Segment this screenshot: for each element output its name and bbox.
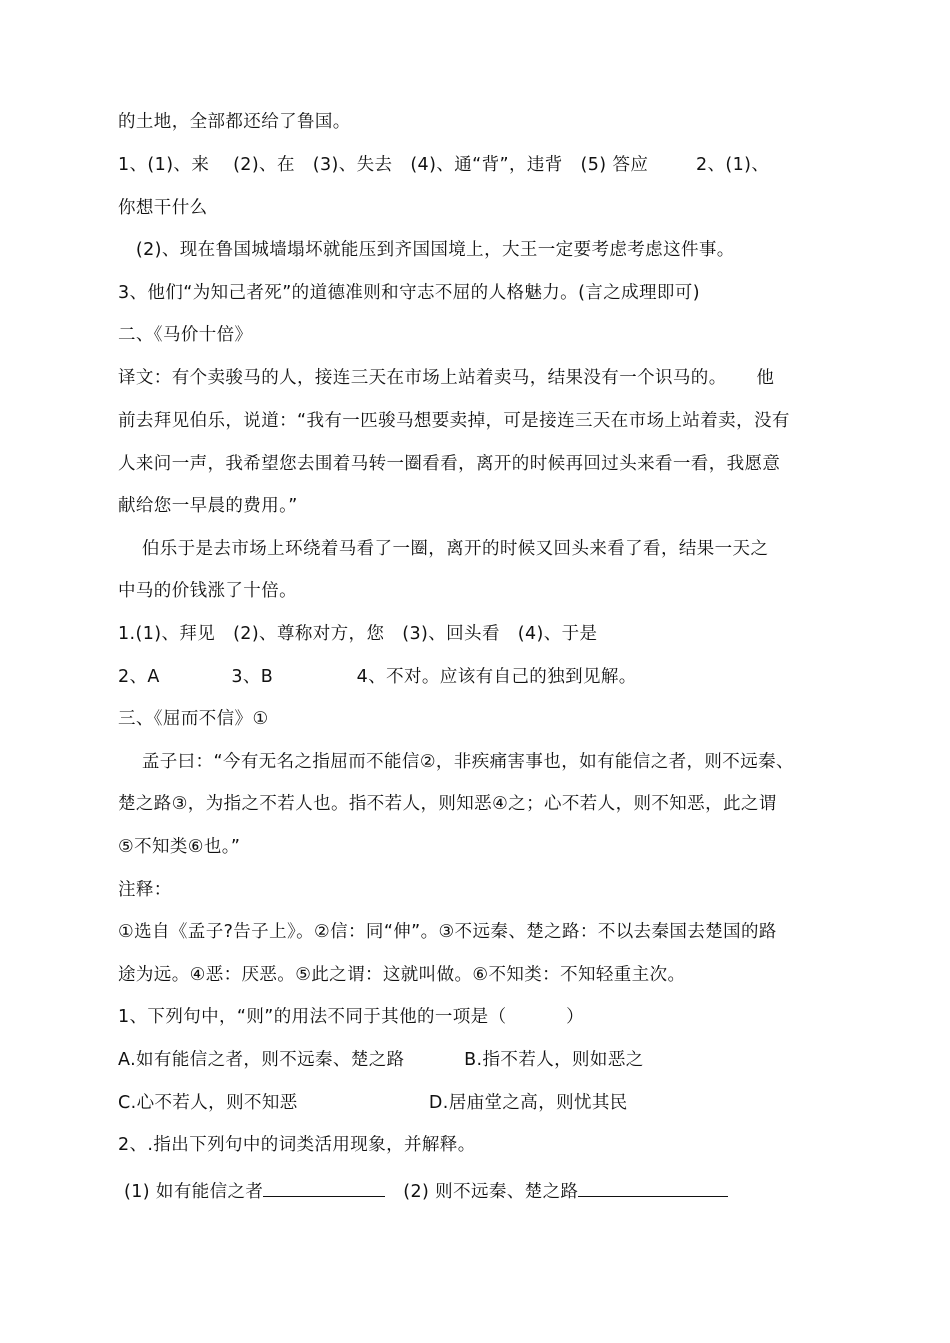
- text-line: 献给您一早晨的费用。”: [118, 496, 298, 516]
- text-line: 注释：: [118, 880, 172, 900]
- text-line: 1、(1)、来 (2)、在 (3)、失去 (4)、通“背”，违背 (5) 答应 2、(1)、: [118, 155, 770, 175]
- text-line: 途为远。④恶：厌恶。⑤此之谓：这就叫做。⑥不知类：不知轻重主次。: [118, 965, 686, 985]
- option-line: A.如有能信之者，则不远秦、楚之路 B.指不若人，则如恶之: [118, 1050, 644, 1070]
- question-line: 1、下列句中，“则”的用法不同于其他的一项是（ ）: [118, 1007, 584, 1027]
- option-line: C.心不若人，则不知恶 D.居庙堂之高，则忧其民: [118, 1093, 628, 1113]
- text-line: 孟子曰：“今有无名之指屈而不能信②，非疾痛害事也，如有能信之者，则不远秦、: [118, 752, 794, 772]
- question-line: 2、.指出下列句中的词类活用现象，并解释。: [118, 1135, 476, 1155]
- text-line: (2)、现在鲁国城墙塌坏就能压到齐国国境上，大王一定要考虑考虑这件事。: [118, 240, 735, 260]
- q2-part1: (1) 如有能信之者: [118, 1182, 264, 1202]
- text-line: 伯乐于是去市场上环绕着马看了一圈，离开的时候又回头来看了看，结果一天之: [118, 539, 769, 559]
- text-line: 人来问一声，我希望您去围着马转一圈看看，离开的时候再回过头来看一看，我愿意: [118, 454, 781, 474]
- text-line: ⑤不知类⑥也。”: [118, 837, 241, 857]
- answer-blank-1[interactable]: [263, 1176, 385, 1197]
- text-line: ①选自《孟子?告子上》。②信：同“伸”。③不远秦、楚之路：不以去秦国去楚国的路: [118, 922, 777, 942]
- answer-line: [118, 1176, 728, 1204]
- section-heading: 三、《屈而不信》①: [118, 709, 269, 729]
- q2-part2: (2) 则不远秦、楚之路: [385, 1182, 579, 1202]
- text-line: 你想干什么: [118, 198, 208, 218]
- answer-blank-2[interactable]: [578, 1176, 728, 1197]
- text-line: 3、他们“为知己者死”的道德准则和守志不屈的人格魅力。(言之成理即可): [118, 283, 700, 303]
- text-line: 楚之路③，为指之不若人也。指不若人，则知恶④之；心不若人，则不知恶，此之谓: [118, 794, 777, 814]
- section-heading: 二、《马价十倍》: [118, 325, 253, 345]
- text-line: 中马的价钱涨了十倍。: [118, 581, 297, 601]
- text-line: 1.(1)、拜见 (2)、尊称对方，您 (3)、回头看 (4)、于是: [118, 624, 598, 644]
- text-line: 2、A 3、B 4、不对。应该有自己的独到见解。: [118, 667, 637, 687]
- text-line: 的土地，全部都还给了鲁国。: [118, 112, 351, 132]
- text-line: 前去拜见伯乐，说道：“我有一匹骏马想要卖掉，可是接连三天在市场上站着卖，没有: [118, 411, 790, 431]
- text-line: 译文：有个卖骏马的人，接连三天在市场上站着卖马，结果没有一个识马的。 他: [118, 368, 775, 388]
